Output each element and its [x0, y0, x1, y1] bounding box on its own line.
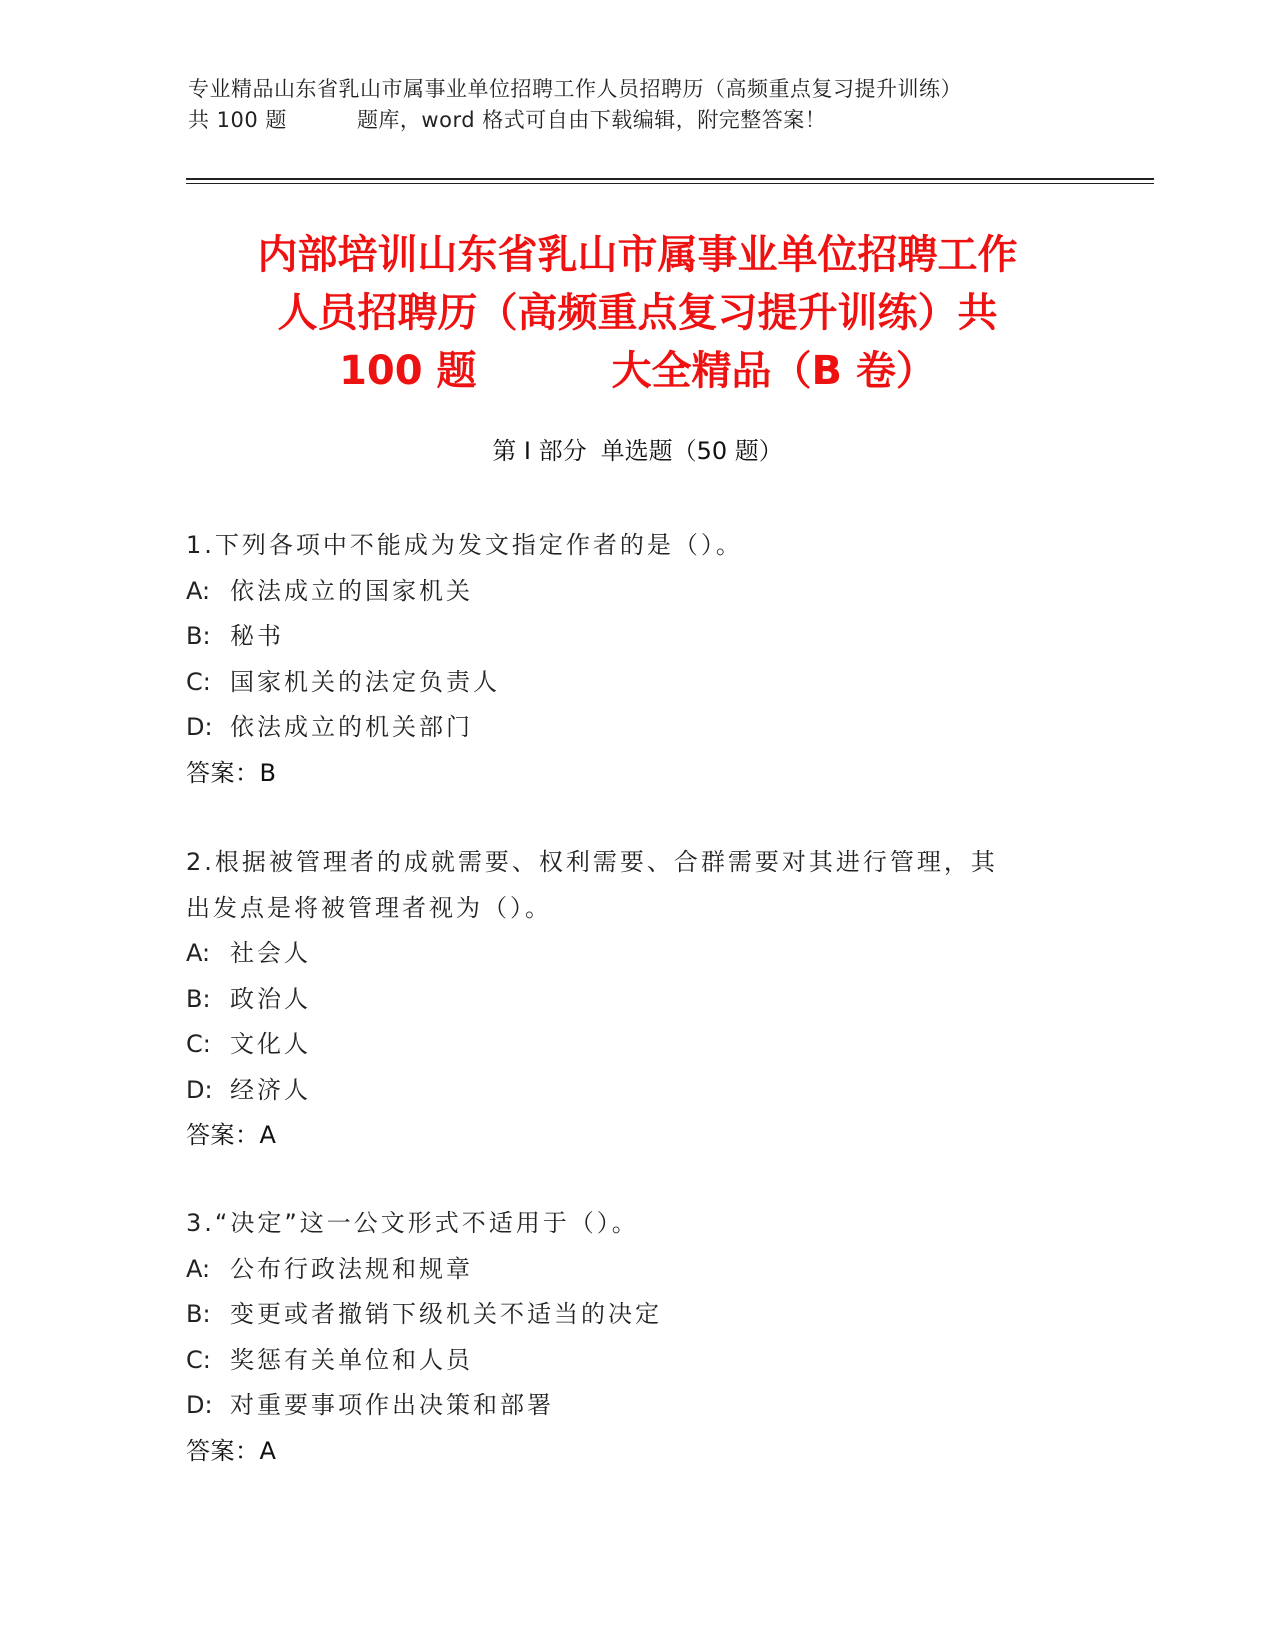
title-line-1: 内部培训山东省乳山市属事业单位招聘工作	[257, 232, 1018, 278]
page-header	[188, 74, 1088, 136]
title-line-2: 人员招聘历（高频重点复习提升训练）共	[277, 290, 998, 336]
section-part: 第 I 部分	[492, 437, 587, 465]
option-letter: A:	[186, 576, 211, 605]
option-a	[186, 569, 1066, 615]
option-b	[186, 977, 1066, 1023]
option-text: 变更或者撤销下级机关不适当的决定	[230, 1300, 662, 1328]
option-b	[186, 614, 1066, 660]
answer: 答案：A	[186, 1436, 277, 1465]
option-letter: C:	[186, 667, 211, 696]
section-name: 单选题（50 题）	[600, 437, 783, 465]
question-stem: 3.“决定”这一公文形式不适用于（）。	[186, 1209, 639, 1237]
document-title	[150, 226, 1125, 400]
option-c	[186, 1338, 1066, 1384]
question-stem-line-1: 2.根据被管理者的成就需要、权利需要、合群需要对其进行管理，其	[186, 848, 998, 876]
question-2	[186, 840, 1066, 1159]
option-text: 奖惩有关单位和人员	[230, 1345, 473, 1374]
option-a	[186, 931, 1066, 977]
option-letter: C:	[186, 1345, 211, 1374]
option-letter: A:	[186, 1254, 211, 1283]
option-text: 文化人	[230, 1030, 311, 1058]
option-d	[186, 1068, 1066, 1114]
title-line-3a: 100 题	[339, 348, 477, 394]
question-stem-line-2: 出发点是将被管理者视为（）。	[186, 893, 552, 922]
section-heading	[0, 434, 1275, 468]
header-divider-thin	[186, 183, 1154, 184]
option-letter: D:	[186, 1075, 213, 1104]
question-stem: 1.下列各项中不能成为发文指定作者的是（）。	[186, 531, 743, 559]
option-text: 国家机关的法定负责人	[230, 667, 500, 696]
header-divider-thick	[186, 178, 1154, 180]
header-line-1: 专业精品山东省乳山市属事业单位招聘工作人员招聘历（高频重点复习提升训练）	[188, 77, 962, 101]
question-1	[186, 523, 1066, 796]
option-letter: D:	[186, 1391, 213, 1419]
option-text: 公布行政法规和规章	[230, 1254, 473, 1283]
header-line-2a: 共 100 题	[188, 108, 287, 132]
question-3	[186, 1201, 1066, 1474]
title-line-3b: 大全精品（B 卷）	[611, 348, 936, 394]
option-letter: B:	[186, 1300, 211, 1328]
option-text: 经济人	[230, 1075, 311, 1104]
option-text: 依法成立的机关部门	[230, 713, 473, 741]
option-text: 秘书	[230, 622, 284, 650]
option-text: 社会人	[230, 939, 311, 967]
option-letter: C:	[186, 1030, 211, 1058]
option-letter: B:	[186, 622, 211, 650]
option-letter: A:	[186, 939, 211, 967]
option-letter: D:	[186, 713, 213, 741]
option-b	[186, 1292, 1066, 1338]
option-text: 对重要事项作出决策和部署	[230, 1391, 554, 1419]
answer: 答案：B	[186, 758, 277, 787]
option-c	[186, 660, 1066, 706]
answer: 答案：A	[186, 1121, 277, 1149]
option-text: 政治人	[230, 984, 311, 1013]
option-letter: B:	[186, 984, 211, 1013]
option-a	[186, 1247, 1066, 1293]
option-c	[186, 1022, 1066, 1068]
option-d	[186, 1383, 1066, 1429]
option-d	[186, 705, 1066, 751]
header-line-2b: 题库，word 格式可自由下载编辑，附完整答案！	[356, 108, 827, 132]
option-text: 依法成立的国家机关	[230, 576, 473, 605]
